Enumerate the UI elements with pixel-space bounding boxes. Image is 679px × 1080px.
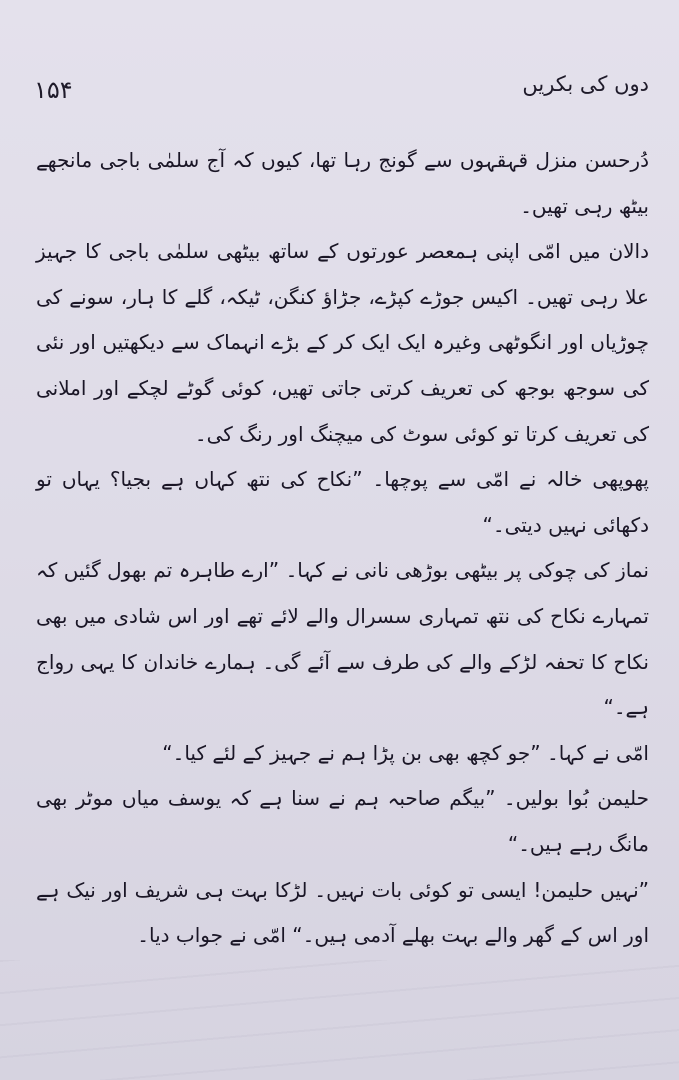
paragraph: دالان میں امّی اپنی ہمعصر عورتوں کے ساتھ بیٹھی سلمٰی باجی کا جہیز علا رہی تھیں۔ اکیس جوڑے کپڑے، جڑاؤ کنگن، ٹیکہ، گلے کا ہار، سونے کی چوڑیاں اور انگوٹھی وغیرہ ایک ایک کر کے بڑے انہماک سے دیکھتیں اور نئی کی سوجھ بوجھ کی تعریف کرتی جاتی تھیں، کوئی گوٹے لچکے اور املانی کی تعریف کرتا تو کوئی سوٹ کی میچنگ اور رنگ کی۔ (36, 239, 649, 446)
paragraph: نماز کی چوکی پر بیٹھی بوڑھی نانی نے کہا۔ ”ارے طاہرہ تم بھول گئیں کہ تمہارے نکاح کی نتھ تمہاری سسرال والے لائے تھے اور اس شادی میں بھی نکاح کا تحفہ لڑکے والے کی طرف سے آئے گی۔ ہمارے خاندان کا یہی رواج ہے۔“ (36, 558, 649, 720)
paragraph: پھوپھی خالہ نے امّی سے پوچھا۔ ”نکاح کی نتھ کہاں ہے بجیا؟ یہاں تو دکھائی نہیں دیتی۔“ (36, 467, 649, 537)
paragraph: حلیمن بُوا بولیں۔ ”بیگم صاحبہ ہم نے سنا ہے کہ یوسف میاں موٹر بھی مانگ رہے ہیں۔“ (36, 786, 649, 856)
show-through-texture (0, 960, 679, 1080)
running-title: دوں کی بکریں (522, 72, 649, 96)
page-number: ۱۵۴ (34, 76, 73, 104)
page-header (34, 72, 649, 112)
page-body (36, 138, 649, 959)
paragraph: امّی نے کہا۔ ”جو کچھ بھی بن پڑا ہم نے جہیز کے لئے کیا۔“ (162, 740, 649, 765)
paragraph: ”نہیں حلیمن! ایسی تو کوئی بات نہیں۔ لڑکا بہت ہی شریف اور نیک ہے اور اس کے گھر والے بہت بھلے آدمی ہیں۔“ امّی نے جواب دیا۔ (36, 877, 649, 948)
paragraph: دُرحسن منزل قہقہوں سے گونج رہا تھا، کیوں کہ آج سلمٰی باجی مانجھے بیٹھ رہی تھیں۔ (36, 148, 649, 218)
